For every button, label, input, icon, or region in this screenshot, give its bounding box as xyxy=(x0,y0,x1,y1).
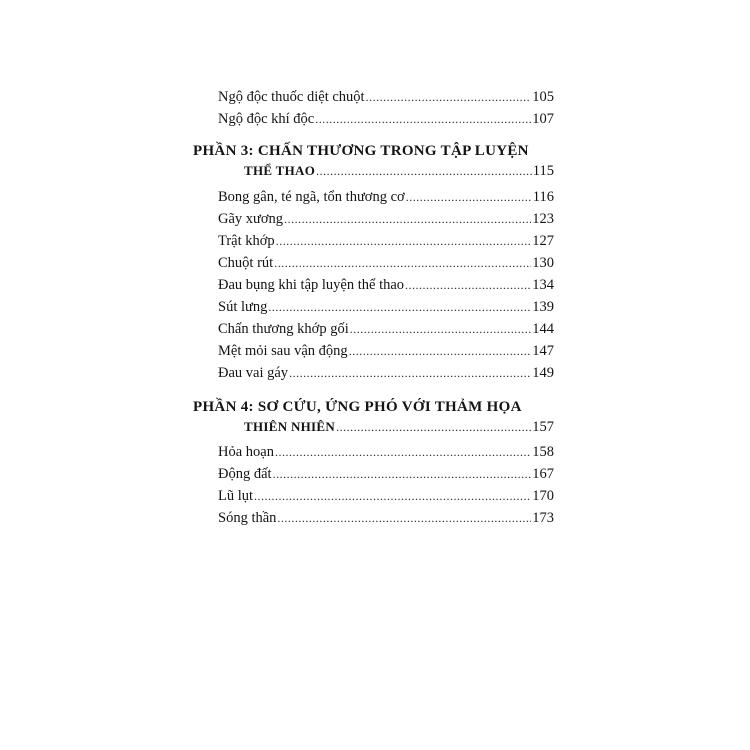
dot-leader xyxy=(254,485,531,507)
toc-entry-page: 105 xyxy=(532,89,554,105)
toc-entry xyxy=(218,252,554,274)
toc-entry xyxy=(218,340,554,362)
part-3-heading: PHẦN 3: CHẤN THƯƠNG TRONG TẬP LUYỆN xyxy=(193,143,529,159)
toc-entry-title: Bong gân, té ngã, tổn thương cơ xyxy=(218,189,405,205)
part-3-page: 115 xyxy=(532,163,554,179)
dot-leader xyxy=(349,340,532,362)
toc-entry xyxy=(218,86,554,108)
toc-entry-page: 107 xyxy=(532,111,554,127)
toc-entry xyxy=(218,230,554,252)
toc-entry-page: 123 xyxy=(532,211,554,227)
toc-entry xyxy=(218,274,554,296)
toc-entry-title: Chấn thương khớp gối xyxy=(218,321,349,337)
part-4-heading-continuation xyxy=(244,416,554,438)
part-3-heading-line2: THỂ THAO xyxy=(244,163,316,178)
toc-entry-title: Chuột rút xyxy=(218,255,274,271)
toc-entry-page: 144 xyxy=(532,321,554,337)
toc-entry-title: Đau vai gáy xyxy=(218,365,289,381)
dot-leader xyxy=(273,463,532,485)
toc-entry-page: 147 xyxy=(532,343,554,359)
toc-entry-title: Sóng thần xyxy=(218,510,277,526)
dot-leader xyxy=(350,318,532,340)
toc-entry-page: 170 xyxy=(532,488,554,504)
toc-entry xyxy=(218,507,554,529)
toc-entry-title: Ngộ độc thuốc diệt chuột xyxy=(218,89,365,105)
toc-entry xyxy=(218,186,554,208)
part-3-heading-continuation xyxy=(244,160,554,182)
toc-entry-page: 130 xyxy=(532,255,554,271)
toc-entry-title: Sút lưng xyxy=(218,299,268,315)
dot-leader xyxy=(268,296,531,318)
dot-leader xyxy=(275,441,531,463)
toc-entry xyxy=(218,485,554,507)
part-4-heading: PHẦN 4: SƠ CỨU, ỨNG PHÓ VỚI THẢM HỌA xyxy=(193,399,522,415)
toc-entry-title: Hỏa hoạn xyxy=(218,444,274,460)
dot-leader xyxy=(336,416,531,438)
toc-entry xyxy=(218,463,554,485)
toc-entry-page: 134 xyxy=(532,277,554,293)
toc-entry-page: 158 xyxy=(532,444,554,460)
dot-leader xyxy=(316,160,532,182)
dot-leader xyxy=(366,86,532,108)
part-4-heading-line2: THIÊN NHIÊN xyxy=(244,419,336,434)
toc-entry-title: Trật khớp xyxy=(218,233,275,249)
dot-leader xyxy=(405,274,531,296)
toc-entry xyxy=(218,318,554,340)
toc-entry-page: 173 xyxy=(532,510,554,526)
toc-entry xyxy=(218,108,554,130)
toc-entry xyxy=(218,441,554,463)
dot-leader xyxy=(315,108,531,130)
toc-entry-title: Mệt mỏi sau vận động xyxy=(218,343,348,359)
dot-leader xyxy=(284,208,531,230)
toc-entry-title: Gãy xương xyxy=(218,211,284,227)
part-4-page: 157 xyxy=(532,419,554,435)
dot-leader xyxy=(406,186,532,208)
toc-entry-title: Ngộ độc khí độc xyxy=(218,111,315,127)
toc-entry-title: Động đất xyxy=(218,466,272,482)
dot-leader xyxy=(289,362,531,384)
dot-leader xyxy=(277,507,531,529)
toc-entry-page: 139 xyxy=(532,299,554,315)
toc-entry xyxy=(218,296,554,318)
dot-leader xyxy=(276,230,532,252)
toc-entry-page: 149 xyxy=(532,365,554,381)
toc-entry-title: Đau bụng khi tập luyện thể thao xyxy=(218,277,405,293)
toc-entry-page: 167 xyxy=(532,466,554,482)
toc-entry xyxy=(218,362,554,384)
toc-entry xyxy=(218,208,554,230)
toc-entry-title: Lũ lụt xyxy=(218,488,254,504)
toc-entry-page: 116 xyxy=(532,189,554,205)
dot-leader xyxy=(274,252,531,274)
toc-entry-page: 127 xyxy=(532,233,554,249)
